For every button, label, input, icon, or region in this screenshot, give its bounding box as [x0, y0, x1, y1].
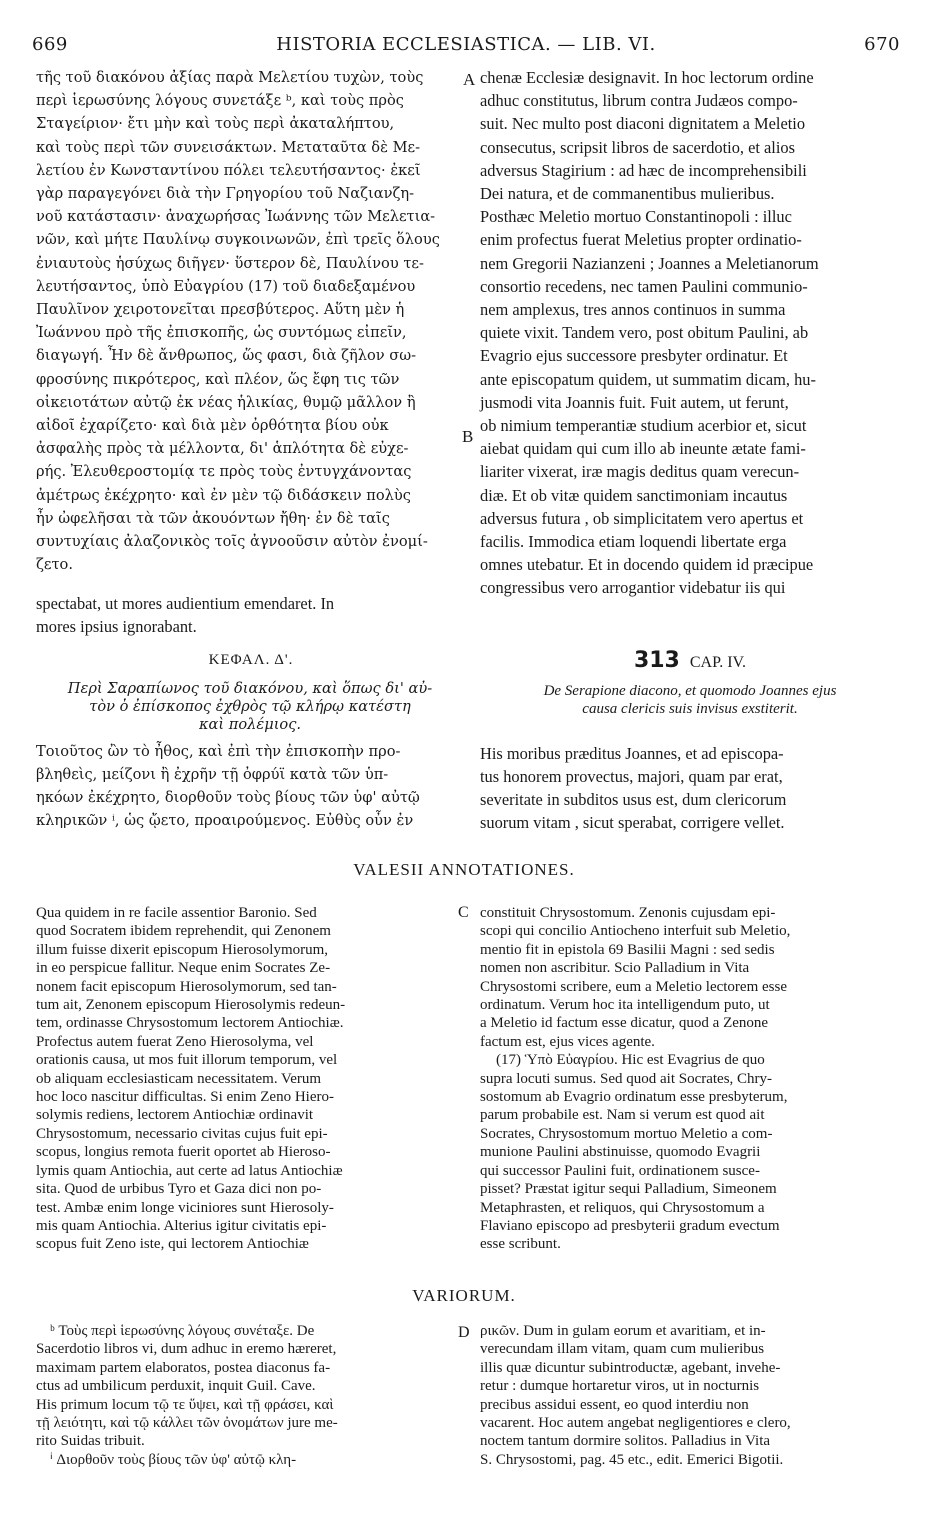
margin-marker-d: D	[458, 1324, 470, 1341]
text-line: diæ. Et ob vitæ quidem sanctimoniam incautus	[480, 485, 788, 505]
text-line: parum probabile est. Nam si verum est quod ait	[480, 1107, 765, 1124]
text-line: suorum vitam , sicut sperabat, corrigere vellet.	[480, 813, 785, 832]
text-line: jusmodi vita Joannis fuit. Fuit autem, ut ferunt,	[480, 392, 789, 412]
latin-column	[480, 66, 900, 600]
subtitle-line: De Serapione diacono, et quomodo Joannes ejus	[543, 683, 837, 699]
text-line: mores ipsius ignorabant.	[36, 617, 197, 637]
margin-marker-b: B	[462, 427, 474, 446]
text-line: βληθεὶς, μείζονι ἢ ἐχρῆν τῇ ὀφρύϊ κατὰ τῶν ὑπ-	[36, 766, 389, 783]
text-line: illis quæ dicuntur subintroductæ, agebant, invehe-	[480, 1359, 781, 1376]
text-line: Τοιοῦτος ὢν τὸ ἦθος, καὶ ἐπὶ τὴν ἐπισκοπὴν προ-	[36, 743, 401, 760]
text-line: scopus, longius remota fuerit oportet ab Hieroso-	[36, 1144, 331, 1161]
subtitle-line: τὸν ὁ ἐπίσκοπος ἐχθρὸς τῷ κλήρῳ κατέστη	[89, 698, 411, 715]
text-line: ζετο.	[36, 556, 73, 574]
text-line: sita. Quod de urbibus Tyro et Gaza dici non po-	[36, 1181, 322, 1198]
greek-chapter-body	[36, 740, 466, 832]
text-line: pisset? Præstat igitur sequi Palladium, Simeonem	[480, 1181, 777, 1198]
subtitle-line: Περὶ Σαραπίωνος τοῦ διακόνου, καὶ ὅπως δι' αὐ-	[67, 680, 433, 697]
text-line: καὶ τοὺς περὶ τῶν συνεισάκτων. Μεταταῦτα δὲ Με-	[36, 138, 420, 156]
text-line: Σταγείριον· ἔτι μὴν καὶ τοὺς περὶ ἀκαταλήπτου,	[36, 115, 395, 133]
page-number-left: 669	[32, 34, 68, 55]
text-line: quiete vixit. Tandem vero, post obitum Paulini, ab	[480, 323, 809, 343]
text-line: precibus assidui essent, eo quod interdiu non	[480, 1396, 749, 1413]
text-line: περὶ ἱερωσύνης λόγους συνετάξε ᵇ, καὶ τοὺς πρὸς	[36, 92, 404, 110]
text-line: Παυλῖνον χειροτονεῖται πρεσβύτερος. Αὕτη μὲν ἡ	[36, 301, 405, 319]
text-line: Posthæc Meletio mortuo Constantinopoli : illuc	[480, 207, 792, 227]
text-line: adversus Stagirium : ad hæc de incomprehensibili	[480, 160, 807, 180]
text-line: supra locuti sumus. Sed quod ait Socrates, Chry-	[480, 1070, 773, 1087]
text-line: liariter vixerat, iræ magis deditus quam verecun-	[480, 462, 800, 482]
text-line: severitate in subditos usus est, dum clericorum	[480, 790, 787, 809]
text-line: verecundam illam vitam, quam cum mulieribus	[480, 1341, 765, 1358]
text-line: Profectus autem fuerat Zeno Hierosolyma, vel	[36, 1033, 314, 1050]
text-line: consortio recedens, nec tamen Paulini communio-	[480, 276, 808, 296]
text-line: τῆς τοῦ διακόνου ἀξίας παρὰ Μελετίου τυχὼν, τοὺς	[36, 69, 424, 86]
text-line: ηκόων ἐκέχρητο, διορθοῦν τοὺς βίους τῶν ὑφ' αὐτῷ	[36, 789, 420, 806]
text-line: mis quam Antiochia. Alterius igitur civitatis epi-	[36, 1217, 327, 1234]
text-line: τῇ λειότητι, καὶ τῷ κάλλει τῶν ὀνομάτων jure me-	[36, 1415, 338, 1432]
text-line: His moribus præditus Joannes, et ad episcopa-	[480, 744, 784, 763]
variorum-left-column	[36, 1322, 466, 1469]
text-line: Qua quidem in re facile assentior Baronio. Sed	[36, 905, 317, 921]
text-line: congressibus vero arrogantior videbatur iis qui	[480, 578, 786, 598]
text-line: οἰκειοτάτων αὐτῷ ἐκ νέας ἡλικίας, θυμῷ μᾶλλον ἢ	[36, 393, 416, 411]
subtitle-line: causa clericis suis invisus exstiterit.	[582, 701, 798, 717]
valesii-left-column	[36, 904, 466, 1254]
text-line: nem Gregorii Nazianzeni ; Joannes a Meletianorum	[480, 253, 819, 273]
margin-marker-a: A	[463, 70, 476, 89]
text-line: ᵇ Τοὺς περὶ ἱερωσύνης λόγους συνέταξε. De	[50, 1323, 315, 1339]
text-line: ἦν ὠφελῆσαι τὰ τῶν ἀκουόντων ἤθη· ἐν δὲ ταῖς	[36, 509, 390, 527]
text-line: scopus fuit Zeno iste, qui lectorem Antiochiæ	[36, 1236, 309, 1253]
text-line: ctus ad umbilicum perduxit, inquit Guil. Cave.	[36, 1378, 316, 1395]
variorum-title: VARIORUM.	[412, 1286, 516, 1305]
text-line: consecutus, scripsit libros de sacerdotio, et alios	[480, 137, 795, 157]
greek-chapter-title: ΚΕΦΑΛ. Δ'.	[208, 652, 294, 668]
text-line: ἀμέτρως ἐκέχρητο· καὶ ἐν μὲν τῷ διδάσκειν πολὺς	[36, 486, 411, 504]
text-line: νῶν, καὶ μήτε Παυλίνῳ συγκοινωνῶν, ἐπὶ τρεῖς ὅλους	[36, 231, 440, 249]
greek-chapter-subtitle	[40, 680, 460, 734]
text-line: lymis quam Antiochia, aut certe ad latus Antiochiæ	[36, 1162, 343, 1179]
text-line: qui successor Paulini fuit, ordinationem susce-	[480, 1162, 760, 1179]
text-line: ἐνιαυτοὺς ἡσύχως διῆγεν· ὕστερον δὲ, Παυλίνου τε-	[36, 254, 424, 272]
text-line: solymis rediens, lectorem Antiochiæ ordinavit	[36, 1107, 314, 1124]
text-line: mentio fit in epistola 69 Basilii Magni : sed sedis	[480, 941, 775, 958]
latin-tail-left	[36, 592, 466, 638]
text-line: hoc loco nascitur difficultas. Si enim Zeno Hiero-	[36, 1089, 334, 1106]
text-line: quod Socratem ibidem reprehendit, qui Zenonem	[36, 923, 331, 940]
text-line: Flaviano episcopo ad presbyterii gradum evectum	[480, 1217, 780, 1234]
text-line: adversus futura , ob simplicitatem vero apertus et	[480, 508, 804, 528]
running-header	[32, 34, 900, 60]
text-line: rito Suidas tribuit.	[36, 1433, 145, 1450]
text-line: noctem tantum dormire solitos. Palladius in Vita	[480, 1433, 771, 1450]
text-line: factum est, ejus vices agente.	[480, 1033, 655, 1050]
text-line: ante episcopatum quidem, ut summatim dicam, hu-	[480, 369, 816, 389]
text-line: κληρικῶν ⁱ, ὡς ᾤετο, προαιρούμενος. Εὐθὺς οὖν ἐν	[36, 812, 414, 829]
latin-chapter-subtitle	[480, 682, 900, 718]
text-line: scopi qui concilio Antiocheno interfuit sub Meletio,	[480, 923, 791, 940]
text-line: facilis. Immodica etiam loquendi libertate erga	[480, 532, 787, 552]
text-line: adhuc constitutus, librum contra Judæos compo-	[480, 91, 798, 111]
text-line: Socrates, Chrysostomum mortuo Meletio a com-	[480, 1125, 773, 1142]
text-line: ρικῶν. Dum in gulam eorum et avaritiam, et in-	[480, 1323, 766, 1339]
text-line: omnes utebatur. Et in docendo quidem id præcipue	[480, 555, 814, 575]
text-line: ἀσφαλὴς πρὸς τὰ μέλλοντα, δι' ἁπλότητα δὲ εὐχε-	[36, 440, 409, 458]
latin-chapter-title	[480, 648, 900, 673]
text-line: chenæ Ecclesiæ designavit. In hoc lectorum ordine	[480, 68, 814, 87]
text-line: enim profectus fuerat Meletius propter ordinatio-	[480, 230, 802, 250]
text-line: tem, ordinasse Chrysostomum lectorem Antiochiæ.	[36, 1015, 344, 1032]
chapter-label: CAP. IV.	[689, 654, 747, 671]
greek-column	[36, 66, 466, 576]
text-line: λετίου ἐν Κωνσταντίνου πόλει τελευτήσαντος· ἐκεῖ	[36, 161, 421, 179]
text-line: esse scribunt.	[480, 1236, 561, 1253]
latin-chapter-body	[480, 742, 900, 834]
valesii-right-column	[480, 904, 900, 1254]
text-line: tus honorem provectus, majori, quam par erat,	[480, 767, 783, 786]
text-line: ρής. Ἐλευθεροστομίᾳ τε πρὸς τοὺς ἐντυγχάνοντας	[36, 463, 412, 481]
text-line: γὰρ παραγεγόνει διὰ τὴν Γρηγορίου τοῦ Ναζιανζη-	[36, 185, 415, 203]
text-line: Ἰωάννου πρὸ τῆς ἐπισκοπῆς, ὡς συντόμως εἰπεῖν,	[36, 324, 407, 342]
variorum-right-column	[480, 1322, 900, 1469]
text-line: συντυχίαις ἀλαζονικὸς τοῖς ἀγνοοῦσιν αὐτὸν ἐνομί-	[36, 533, 428, 551]
text-line: ob aliquam ecclesiasticam necessitatem. Verum	[36, 1070, 322, 1087]
text-line: aiebat quidam qui cum illo ab ineunte ætate fami-	[480, 439, 806, 459]
text-line: vacarent. Hoc autem angebat negligentiores e clero,	[480, 1415, 791, 1432]
text-line: nem amplexus, tres annos continuos in summa	[480, 300, 786, 320]
text-line: spectabat, ut mores audientium emendaret. In	[36, 594, 335, 613]
text-line: (17) Ὑπὸ Εὐαγρίου. Hic est Evagrius de quo	[496, 1052, 765, 1069]
text-line: Sacerdotio libros vi, dum adhuc in eremo hæreret,	[36, 1341, 337, 1358]
text-line: ob nimium temperantiæ studium acerbior et, sicut	[480, 416, 807, 436]
running-title: HISTORIA ECCLESIASTICA. — LIB. VI.	[276, 34, 656, 55]
text-line: ⁱ Διορθοῦν τοὺς βίους τῶν ὑφ' αὐτῷ κλη-	[50, 1451, 297, 1468]
text-line: νοῦ κατάστασιν· ἀναχωρήσας Ἰωάννης τῶν Μελετια-	[36, 208, 436, 226]
margin-marker-c: C	[458, 904, 469, 921]
text-line: αἰδοῖ ἐχαρίζετο· καὶ διὰ μὲν ὀρθότητα βίου οὐκ	[36, 417, 389, 435]
text-line: ordinatum. Verum hoc ita intelligendum puto, ut	[480, 997, 770, 1014]
text-line: maximam partem elaboratos, postea diaconus fa-	[36, 1359, 331, 1376]
text-line: sostomum ab Evagrio ordinatum esse presbyterum,	[480, 1089, 788, 1106]
text-line: διαγωγή. Ἦν δὲ ἄνθρωπος, ὥς φασι, διὰ ζῆλον σω-	[36, 347, 417, 365]
text-line: φροσύνης πικρότερος, καὶ πλέον, ὥς ἔφη τις τῶν	[36, 370, 400, 388]
text-line: illum fuisse dixerit episcopum Hierosolymorum,	[36, 941, 329, 958]
text-line: Metaphrasten, et reliquos, qui Chrysostomum a	[480, 1199, 765, 1216]
chapter-number: 313	[633, 648, 680, 673]
text-line: test. Ambæ enim longe viciniores sunt Hierosoly-	[36, 1199, 334, 1216]
text-line: Dei natura, et de commanentibus mulieribus.	[480, 184, 775, 204]
text-line: Evagrio ejus successore presbyter ordinatur. Et	[480, 346, 788, 366]
text-line: Chrysostomi scribere, eum a Meletio lectorem esse	[480, 978, 787, 995]
subtitle-line: καὶ πολέμιος.	[198, 716, 302, 733]
text-line: His primum locum τῷ τε ὕψει, καὶ τῇ φράσει, καὶ	[36, 1396, 334, 1413]
text-line: Chrysostomum, necessario civitas cujus fuit epi-	[36, 1125, 328, 1142]
text-line: tum ait, Zenonem episcopum Hierosolymis redeun-	[36, 997, 346, 1014]
text-line: nomen non ascribitur. Scio Palladium in Vita	[480, 960, 750, 977]
text-line: retur : dumque hortaretur viros, ut in nocturnis	[480, 1378, 760, 1395]
text-line: orationis causa, ut mos fuit illorum temporum, vel	[36, 1052, 338, 1069]
text-line: λευτήσαντος, ὑπὸ Εὐαγρίου (17) τοῦ διαδεξαμένου	[36, 277, 416, 295]
text-line: suit. Nec multo post diaconi dignitatem a Meletio	[480, 114, 806, 134]
text-line: constituit Chrysostomum. Zenonis cujusdam epi-	[480, 905, 776, 921]
page-number-right: 670	[864, 34, 900, 55]
text-line: a Meletio id factum esse dicatur, quod a Zenone	[480, 1015, 769, 1032]
text-line: S. Chrysostomi, pag. 45 etc., edit. Emerici Bigotii.	[480, 1451, 784, 1468]
text-line: in eo perspicue fallitur. Neque enim Socrates Ze-	[36, 960, 331, 977]
text-line: munione Paulini abstinuisse, quomodo Evagrii	[480, 1144, 761, 1161]
text-line: nonem facit episcopum Hierosolymorum, sed tan-	[36, 978, 337, 995]
valesii-title: VALESII ANNOTATIONES.	[353, 860, 575, 879]
